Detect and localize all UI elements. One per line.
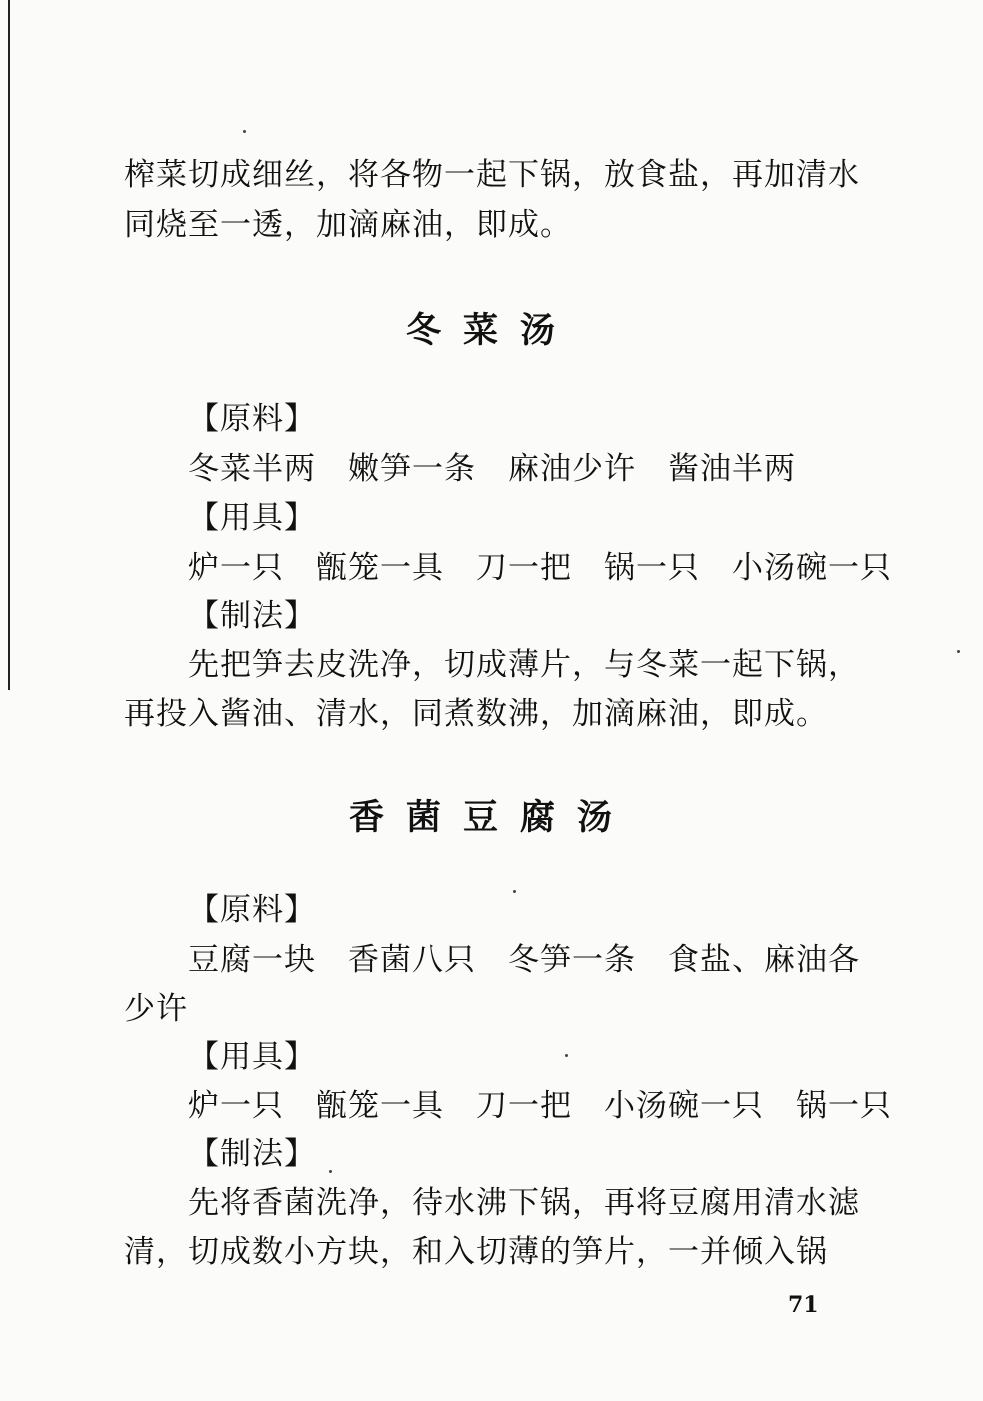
- print-speck: [513, 890, 516, 893]
- method-line-2: 再投入酱油、清水，同煮数沸，加滴麻油，即成。: [124, 696, 828, 732]
- ingredients-list-line-1: 豆腐一块 香菌八只 冬笋一条 食盐、麻油各: [188, 942, 860, 978]
- recipe-title-dongcai-soup: 冬菜汤: [405, 310, 577, 351]
- ingredients-list: 冬菜半两 嫩笋一条 麻油少许 酱油半两: [188, 451, 796, 487]
- tools-label: 【用具】: [188, 500, 316, 536]
- ingredients-label: 【原料】: [188, 401, 316, 437]
- method-label: 【制法】: [188, 598, 316, 634]
- print-speck: [957, 650, 960, 653]
- recipe-title-mushroom-tofu-soup: 香菌豆腐汤: [348, 797, 634, 838]
- tools-list: 炉一只 甑笼一具 刀一把 小汤碗一只 锅一只: [188, 1088, 892, 1124]
- method-line-1: 先把笋去皮洗净，切成薄片，与冬菜一起下锅，: [188, 647, 860, 683]
- intro-line-1: 榨菜切成细丝，将各物一起下锅，放食盐，再加清水: [124, 157, 860, 193]
- ingredients-list-line-2: 少许: [124, 991, 188, 1027]
- tools-list: 炉一只 甑笼一具 刀一把 锅一只 小汤碗一只: [188, 550, 892, 586]
- method-line-1: 先将香菌洗净，待水沸下锅，再将豆腐用清水滤: [188, 1185, 860, 1221]
- page-number: 71: [788, 1292, 819, 1318]
- tools-label: 【用具】: [188, 1039, 316, 1075]
- intro-line-2: 同烧至一透，加滴麻油，即成。: [124, 207, 572, 243]
- method-label: 【制法】: [188, 1136, 316, 1172]
- ingredients-label: 【原料】: [188, 892, 316, 928]
- print-speck: [243, 130, 246, 133]
- print-speck: [329, 1170, 332, 1173]
- method-line-2: 清，切成数小方块，和入切薄的笋片，一并倾入锅: [124, 1234, 828, 1270]
- print-speck: [565, 1054, 568, 1057]
